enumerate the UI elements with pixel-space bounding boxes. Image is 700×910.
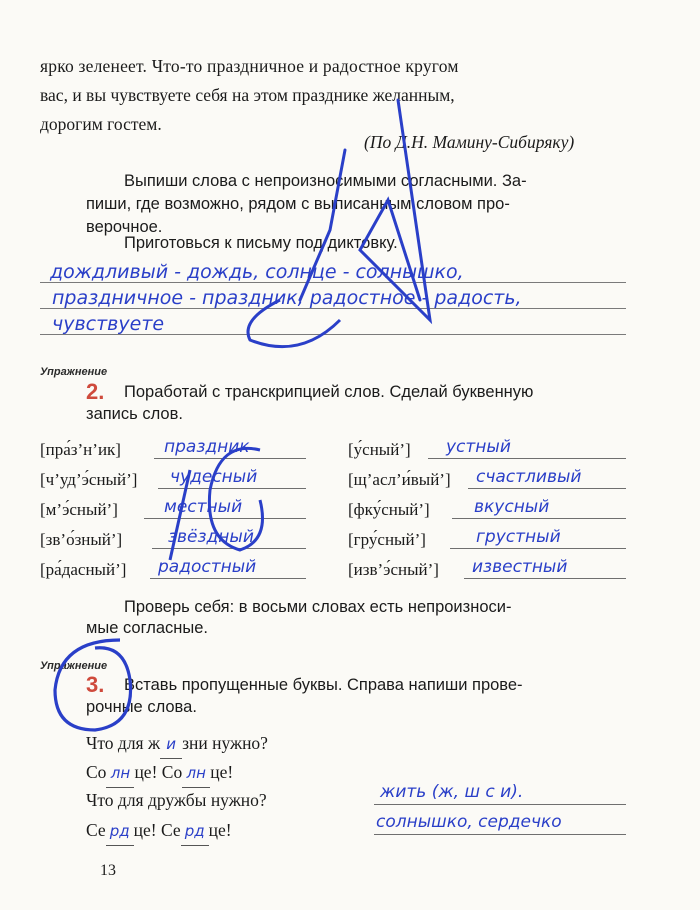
exercise2-instruction-2: запись слов. xyxy=(86,405,183,423)
answer-left: праздник xyxy=(164,437,250,457)
text-part: це! xyxy=(210,762,234,782)
handwritten-stroke xyxy=(209,448,262,550)
transcription-left: [м’э́сный’] xyxy=(40,500,118,519)
check-word-answer: солнышко, сердечко xyxy=(376,812,562,832)
filled-letters: лн xyxy=(106,759,134,788)
text-part: зни нужно? xyxy=(182,733,268,753)
transcription-left: [ч’уд’э́сный’] xyxy=(40,470,138,489)
exercise2-label: Упражнение xyxy=(40,366,108,378)
filled-letters: рд xyxy=(181,817,209,846)
text-part: це! Се xyxy=(133,820,181,840)
filled-letters: лн xyxy=(182,759,210,788)
answer-left: радостный xyxy=(158,557,257,577)
transcription-right: [изв’э́сный’] xyxy=(348,560,439,579)
handwritten-grade-circle xyxy=(55,640,131,730)
transcription-left: [зв’о́зный’] xyxy=(40,530,123,549)
transcription-right: [у́сный’] xyxy=(348,440,411,459)
answer-right: вкусный xyxy=(474,497,550,517)
exercise2-number: 2. xyxy=(86,379,105,404)
task1-line-4: Приготовься к письму под диктовку. xyxy=(124,234,398,252)
text-part: це! Со xyxy=(134,762,183,782)
story-line-1: ярко зеленеет. Что-то праздничное и радостное кругом xyxy=(40,56,459,76)
exercise3-label: Упражнение xyxy=(40,660,108,672)
answer-left: местный xyxy=(164,497,243,517)
text-part: це! xyxy=(208,820,232,840)
transcription-right: [гру́сный’] xyxy=(348,530,426,549)
story-line-3: дорогим гостем. xyxy=(40,114,162,134)
exercise3-instruction-1: Вставь пропущенные буквы. Справа напиши прове- xyxy=(124,676,523,694)
task1-line-1: Выпиши слова с непроизносимыми согласными. За- xyxy=(124,172,527,190)
exercise2-instruction-1: Поработай с транскрипцией слов. Сделай буквенную xyxy=(124,383,534,401)
transcription-right: [щ’асл’и́вый’] xyxy=(348,470,451,489)
task1-answer-3: чувствуете xyxy=(52,313,165,335)
filled-letter: и xyxy=(160,730,182,759)
answer-left: чудесный xyxy=(170,467,258,487)
handwritten-stroke xyxy=(248,300,340,347)
page-number: 13 xyxy=(100,862,116,879)
answer-right: известный xyxy=(472,557,568,577)
task1-line-2: пиши, где возможно, рядом с выписанным словом про- xyxy=(86,195,510,213)
transcription-right: [фку́сный’] xyxy=(348,500,430,519)
exercise3-instruction-2: рочные слова. xyxy=(86,698,197,716)
answer-right: устный xyxy=(446,437,511,457)
handwritten-stroke xyxy=(300,150,345,300)
check-word-answer: жить (ж, ш с и). xyxy=(380,782,524,802)
task1-line-3: верочное. xyxy=(86,218,163,236)
filled-letters: рд xyxy=(106,817,134,846)
transcription-left: [ра́дасный’] xyxy=(40,560,127,579)
handwritten-stroke xyxy=(170,470,190,560)
question-friendship: Что для дружбы нужно? xyxy=(86,790,267,810)
answer-left: звёздный xyxy=(168,527,254,547)
exercise2-check-2: мые согласные. xyxy=(86,619,209,637)
story-attribution: (По Д.Н. Мамину-Сибиряку) xyxy=(364,132,575,152)
text-part: Се xyxy=(86,820,106,840)
task1-answer-1: дождливый - дождь, солнце - солнышко, xyxy=(50,261,464,283)
exercise2-check-1: Проверь себя: в восьми словах есть непроизноси- xyxy=(124,598,512,616)
answer-right: счастливый xyxy=(476,467,582,487)
answer-right: грустный xyxy=(476,527,561,547)
exercise3-number: 3. xyxy=(86,672,105,697)
text-part: Со xyxy=(86,762,107,782)
transcription-left: [пра́з’н’ик] xyxy=(40,440,121,459)
handwritten-stroke xyxy=(360,100,430,320)
text-part: Что для ж xyxy=(86,733,161,753)
task1-answer-2: праздничное - праздник, радостное - радость, xyxy=(52,287,522,309)
story-line-2: вас, и вы чувствуете себя на этом празднике желанным, xyxy=(40,85,455,105)
